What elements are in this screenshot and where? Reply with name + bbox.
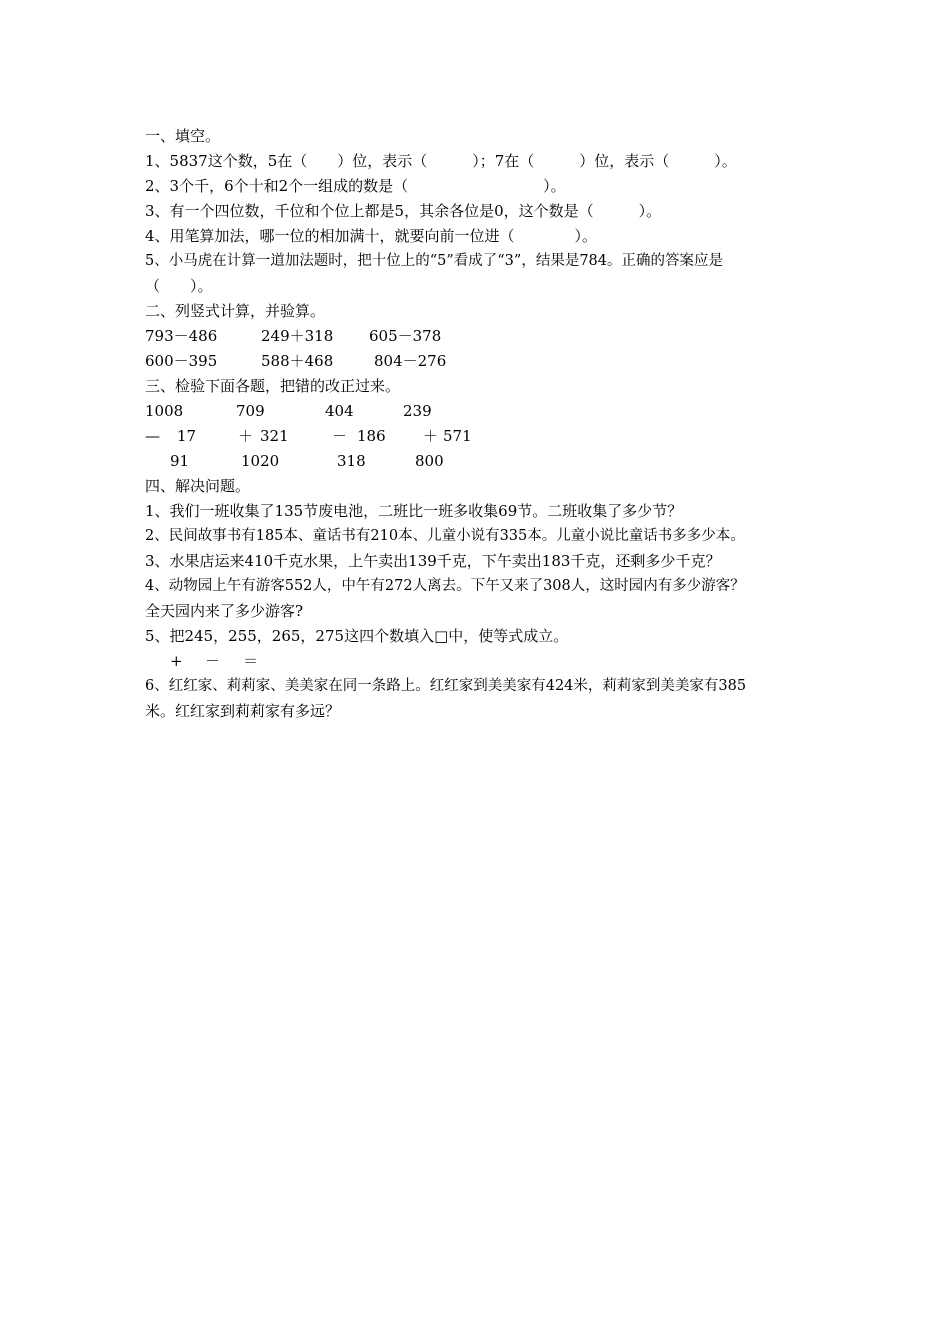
section1-question-4: 4、用笔算加法，哪一位的相加满十，就要向前一位进（ ）。: [145, 227, 598, 245]
section4-question-4-line1: 4、动物园上午有游客552人，中午有272人离去。下午又来了308人，这时园内有多少游客？: [145, 578, 745, 594]
calc-item: 249＋318: [261, 327, 334, 345]
top-number: 1008: [145, 402, 184, 420]
result-number: 318: [337, 452, 366, 470]
section4-heading: 四、解决问题。: [145, 477, 251, 495]
calc-item: 588＋468: [261, 352, 334, 370]
plus-sign: +: [170, 652, 183, 670]
section1-question-3: 3、有一个四位数，千位和个位上都是5，其余各位是0，这个数是（ ）。: [145, 202, 662, 220]
minus-sign: －: [205, 652, 221, 670]
section4-question-1: 1、我们一班收集了135节废电池，二班比一班多收集69节。二班收集了多少节？: [145, 502, 683, 520]
operator-sign: ＋: [423, 427, 439, 445]
operand: 186: [357, 427, 386, 445]
operator-sign: －: [332, 427, 348, 445]
section3-heading: 三、检验下面各题，把错的改正过来。: [145, 377, 401, 395]
top-number: 709: [236, 402, 265, 420]
section1-question-5-line1: 5、小马虎在计算一道加法题时，把十位上的“5”看成了“3”，结果是784。正确的答案应是: [145, 253, 724, 269]
operand: 571: [443, 427, 472, 445]
top-number: 404: [325, 402, 354, 420]
equals-sign: ＝: [243, 652, 259, 670]
section4-question-2: 2、民间故事书有185本、童话书有210本、儿童小说有335本。儿童小说比童话书多多少本。: [145, 528, 745, 544]
result-number: 91: [170, 452, 190, 470]
operator-sign: ＋: [238, 427, 254, 445]
section1-heading: 一、填空。: [145, 127, 221, 145]
result-number: 800: [415, 452, 444, 470]
section4-question-5: 5、把245，255，265，275这四个数填入□中，使等式成立。: [145, 627, 569, 645]
operand: 17: [177, 427, 197, 445]
section4-question-6-line1: 6、红红家、莉莉家、美美家在同一条路上。红红家到美美家有424米，莉莉家到美美家有385: [145, 678, 747, 694]
section1-question-2: 2、3个千，6个十和2个一组成的数是（ ）。: [145, 177, 566, 195]
operator-sign: —: [145, 427, 160, 445]
calc-item: 600－395: [145, 352, 218, 370]
calc-item: 793－486: [145, 327, 218, 345]
result-number: 1020: [241, 452, 280, 470]
calc-item: 804－276: [374, 352, 447, 370]
section4-question-6-line2: 米。红红家到莉莉家有多远？: [145, 702, 341, 720]
section2-heading: 二、列竖式计算，并验算。: [145, 302, 326, 320]
calc-item: 605－378: [369, 327, 442, 345]
top-number: 239: [403, 402, 432, 420]
section4-question-4-line2: 全天园内来了多少游客?: [145, 602, 304, 620]
section4-question-3: 3、水果店运来410千克水果，上午卖出139千克，下午卖出183千克，还剩多少千克？: [145, 552, 721, 570]
operand: 321: [260, 427, 289, 445]
section1-question-1: 1、5837这个数，5在（ ）位，表示（ ）；7在（ ）位，表示（ ）。: [145, 152, 737, 170]
section1-question-5-line2: （ ）。: [145, 277, 213, 295]
